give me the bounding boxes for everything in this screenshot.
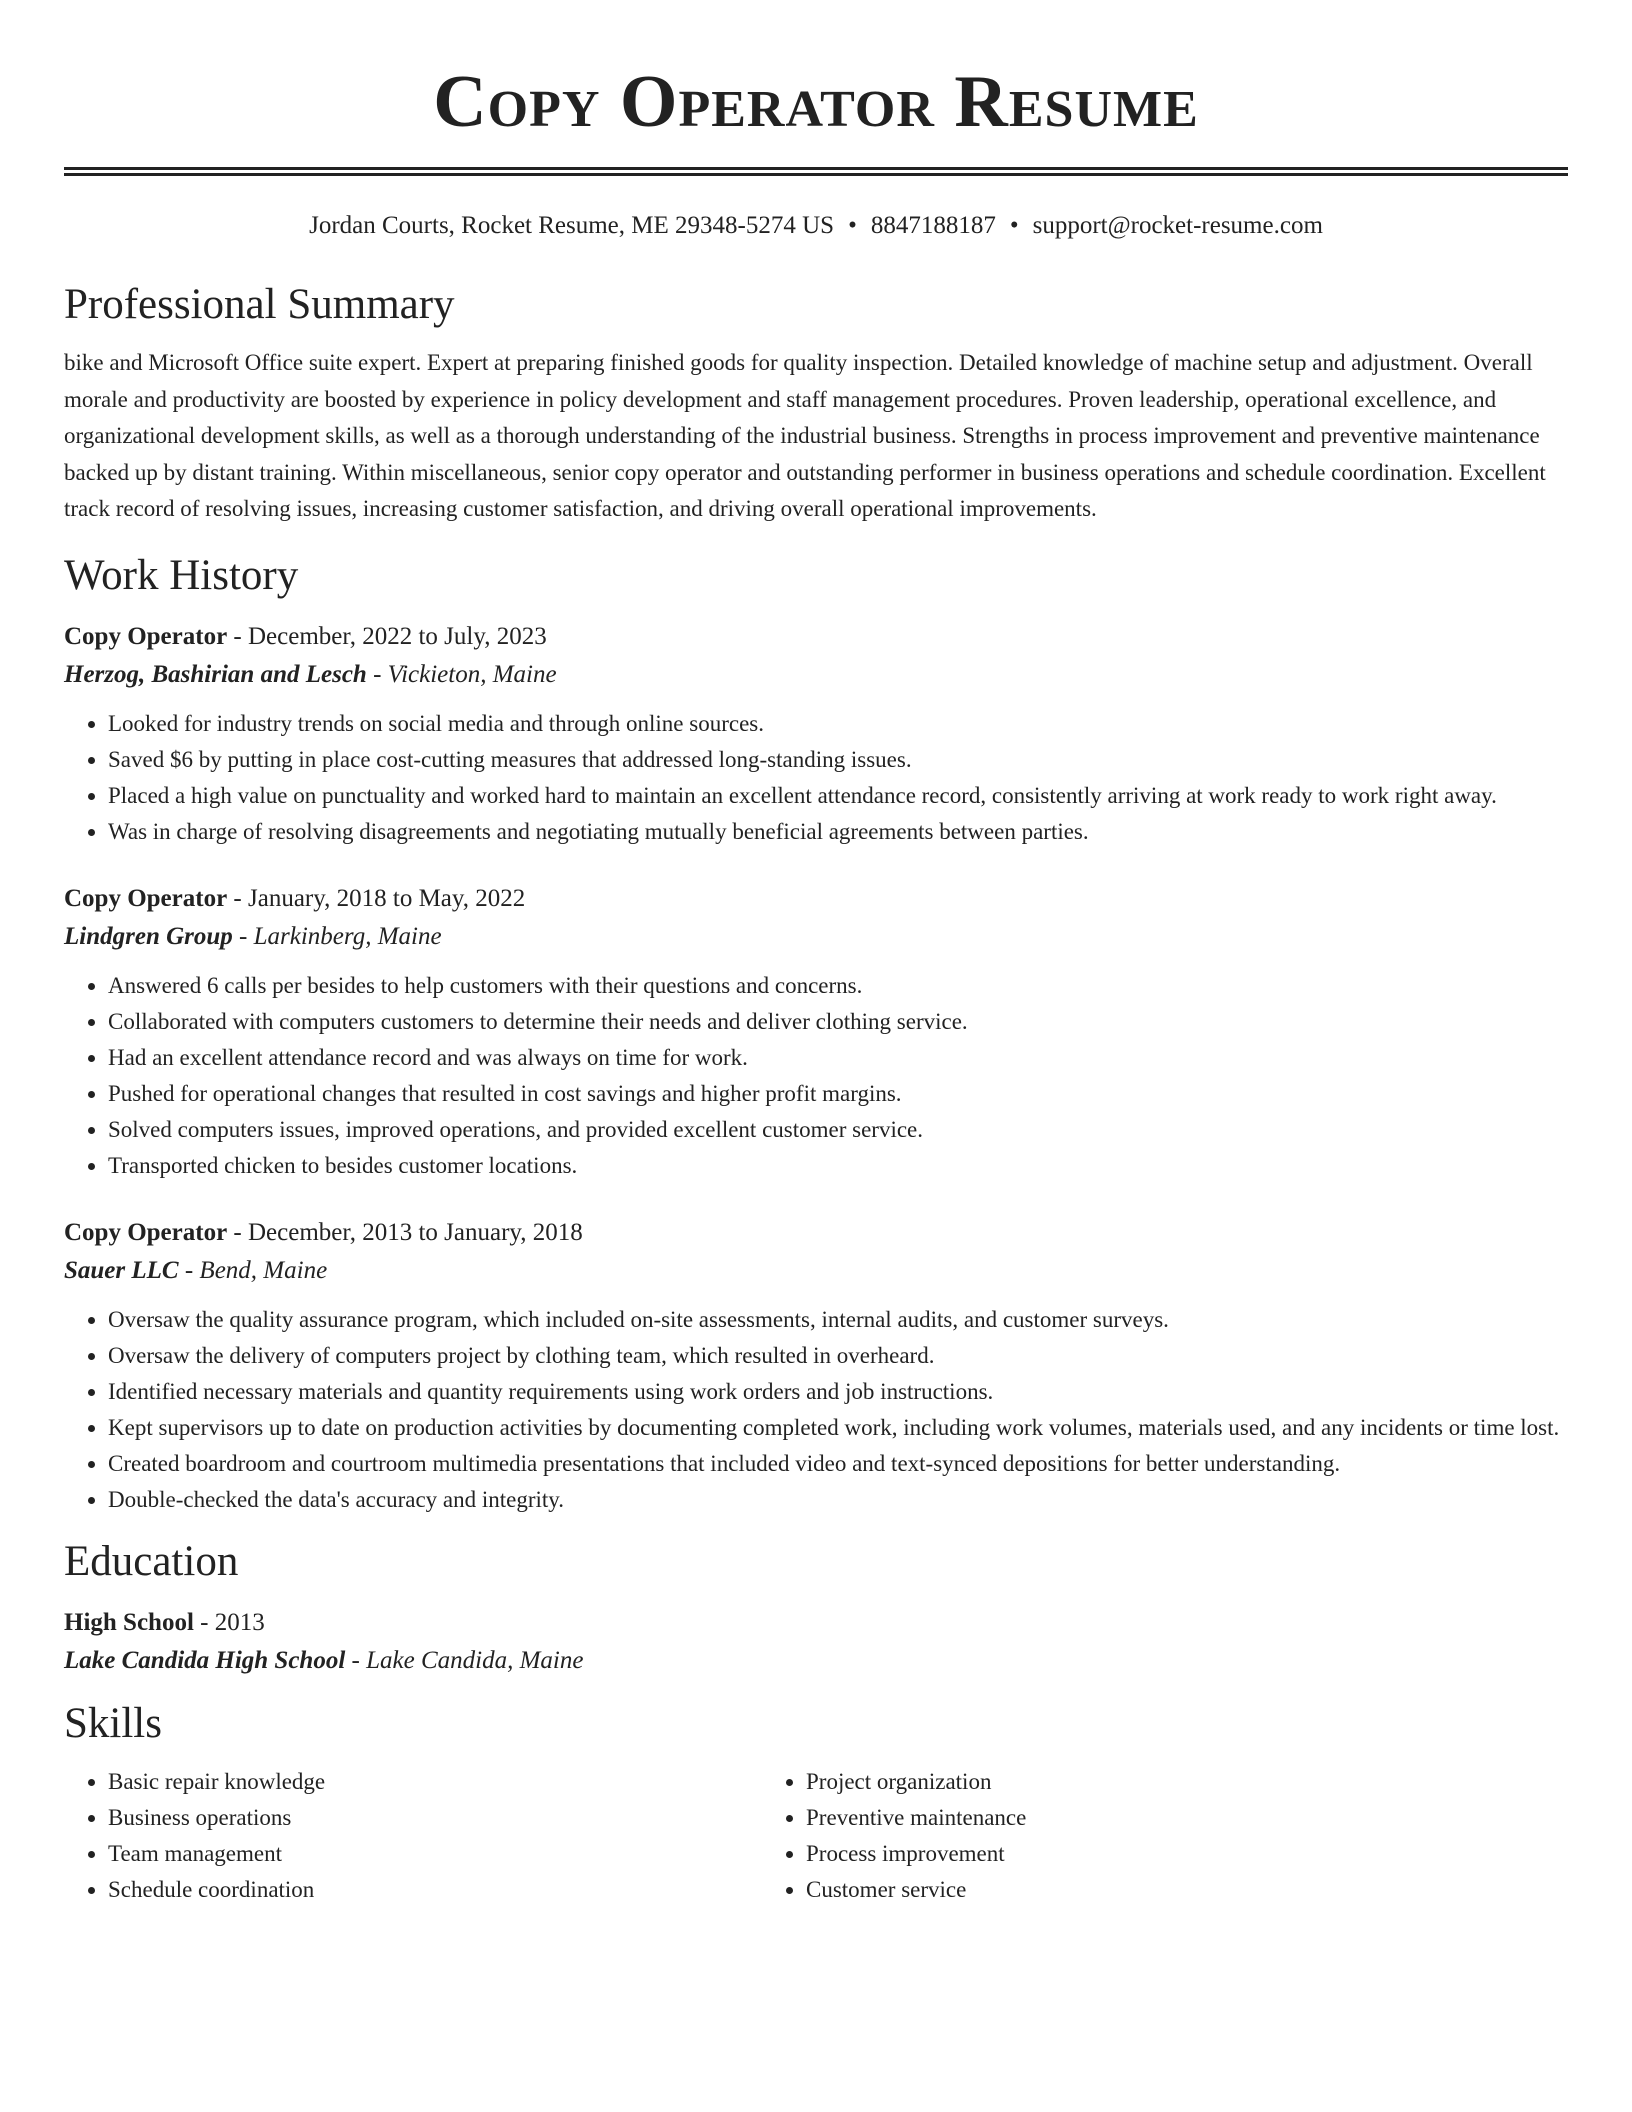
skill-item: • Business operations — [108, 1800, 762, 1836]
job-bullet: • Created boardroom and courtroom multimedia presentations that included video and text-synced depositions for better understanding. — [108, 1446, 1568, 1482]
contact-line — [64, 210, 1568, 242]
job-bullet: • Answered 6 calls per besides to help customers with their questions and concerns. — [108, 968, 1568, 1004]
job-location: - Vickieton, Maine — [366, 660, 557, 688]
skills-column-left — [64, 1764, 762, 1908]
education-year: - 2013 — [193, 1608, 265, 1636]
summary-text: bike and Microsoft Office suite expert. Expert at preparing finished goods for quality inspection. Detailed knowledge of machine setup and adjustment. Overall morale and productivity are boosted by experience in policy development and staff management procedures. Proven leadership, operational excellence, and organizational development skills, as well as a thorough understanding of the industrial business. Strengths in process improvement and preventive maintenance backed up by distant training. Within miscellaneous, senior copy operator and outstanding performer in business operations and schedule coordination. Excellent track record of resolving issues, increasing customer satisfaction, and driving overall operational improvements. — [64, 350, 1546, 521]
job-bullets — [64, 706, 1568, 850]
contact-separator: • — [848, 212, 857, 239]
work-history-heading: Work History — [64, 551, 299, 599]
contact-phone: 8847188187 — [870, 212, 996, 239]
contact-address: Jordan Courts, Rocket Resume, ME 29348-5274 US — [309, 212, 835, 239]
job-bullet: • Identified necessary materials and quantity requirements using work orders and job instructions. — [108, 1374, 1568, 1410]
education-entry — [64, 1604, 1568, 1680]
job-entry — [64, 618, 1568, 850]
skills-heading: Skills — [64, 1699, 162, 1747]
summary-heading: Professional Summary — [64, 281, 455, 328]
job-company: Sauer LLC — [64, 1256, 179, 1284]
skills-grid — [64, 1764, 1568, 1908]
job-bullet: • Collaborated with computers customers to determine their needs and deliver clothing service. — [108, 1004, 1568, 1040]
skill-item: • Customer service — [806, 1872, 1505, 1908]
skills-column-right — [762, 1764, 1505, 1908]
resume-title: Copy Operator Resume — [433, 61, 1199, 143]
job-bullet: • Oversaw the quality assurance program, which included on-site assessments, internal audits, and customer surveys. — [108, 1302, 1568, 1338]
job-bullet: • Oversaw the delivery of computers project by clothing team, which resulted in overheard. — [108, 1338, 1568, 1374]
job-bullets — [64, 968, 1568, 1184]
education-degree: High School — [64, 1608, 194, 1636]
skill-item: • Process improvement — [806, 1836, 1505, 1872]
job-title-line — [64, 880, 1568, 918]
job-bullet: • Saved $6 by putting in place cost-cutting measures that addressed long-standing issues. — [108, 742, 1568, 778]
skill-item: • Basic repair knowledge — [108, 1764, 762, 1800]
job-company: Lindgren Group — [64, 922, 233, 950]
education-location: - Lake Candida, Maine — [345, 1646, 584, 1674]
job-title: Copy Operator — [64, 1218, 228, 1246]
skill-item: • Preventive maintenance — [806, 1800, 1505, 1836]
job-location: - Larkinberg, Maine — [232, 922, 442, 950]
job-bullets — [64, 1302, 1568, 1518]
skill-item: • Project organization — [806, 1764, 1505, 1800]
job-bullet: • Transported chicken to besides customer locations. — [108, 1148, 1568, 1184]
job-company-line — [64, 918, 1568, 956]
job-title-line — [64, 1214, 1568, 1252]
job-entry — [64, 1214, 1568, 1518]
education-school-line — [64, 1642, 1568, 1680]
job-bullet: • Kept supervisors up to date on production activities by documenting completed work, including work volumes, materials used, and any incidents or time lost. — [108, 1410, 1568, 1446]
job-location: - Bend, Maine — [178, 1256, 328, 1284]
title-divider — [64, 167, 1568, 176]
contact-email: support@rocket-resume.com — [1032, 212, 1323, 239]
skill-item: • Team management — [108, 1836, 762, 1872]
skill-item: • Schedule coordination — [108, 1872, 762, 1908]
contact-separator: • — [1009, 212, 1019, 239]
job-company-line — [64, 1252, 1568, 1290]
job-title: Copy Operator — [64, 884, 228, 912]
job-dates: - December, 2022 to July, 2023 — [227, 622, 547, 650]
job-dates: - December, 2013 to January, 2018 — [227, 1218, 583, 1246]
job-company: Herzog, Bashirian and Lesch — [64, 660, 367, 688]
education-degree-line — [64, 1604, 1568, 1642]
job-bullet: • Was in charge of resolving disagreements and negotiating mutually beneficial agreements between parties. — [108, 814, 1568, 850]
job-company-line — [64, 656, 1568, 694]
job-title: Copy Operator — [64, 622, 228, 650]
job-bullet: • Looked for industry trends on social media and through online sources. — [108, 706, 1568, 742]
job-bullet: • Double-checked the data's accuracy and integrity. — [108, 1482, 1568, 1518]
education-heading: Education — [64, 1537, 239, 1585]
job-bullet: • Pushed for operational changes that resulted in cost savings and higher profit margins. — [108, 1076, 1568, 1112]
education-school: Lake Candida High School — [64, 1646, 346, 1674]
job-bullet: • Solved computers issues, improved operations, and provided excellent customer service. — [108, 1112, 1568, 1148]
job-title-line — [64, 618, 1568, 656]
job-entry — [64, 880, 1568, 1184]
job-bullet: • Had an excellent attendance record and was always on time for work. — [108, 1040, 1568, 1076]
job-bullet: • Placed a high value on punctuality and worked hard to maintain an excellent attendance record, consistently arriving at work ready to work right away. — [108, 778, 1568, 814]
job-dates: - January, 2018 to May, 2022 — [227, 884, 526, 912]
